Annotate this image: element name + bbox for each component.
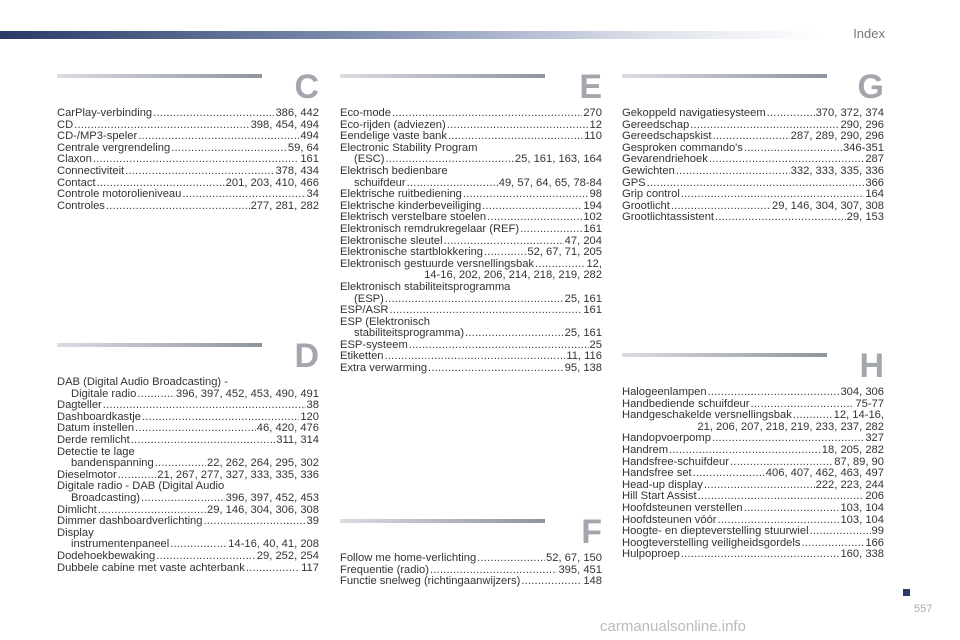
entries-g bbox=[622, 108, 884, 224]
section-letter-c: C bbox=[294, 68, 319, 106]
section-letter-f: F bbox=[581, 513, 602, 551]
index-entry: Hulpoproep ..... 160, 338 bbox=[622, 549, 884, 561]
index-entry: Display bbox=[57, 526, 94, 539]
section-header-h bbox=[622, 349, 884, 385]
header-bar bbox=[0, 31, 820, 39]
index-entry: Dimlicht ..... 29, 146, 304, 306, 308 bbox=[57, 505, 319, 517]
index-entry: Halogeenlampen ..... 304, 306 bbox=[622, 387, 884, 399]
index-entry: Eco-rijden (adviezen) ..... 12 bbox=[340, 120, 602, 132]
index-entry: Handsfree set ..... 406, 407, 462, 463, 497 bbox=[622, 468, 884, 480]
index-entry: CarPlay-verbinding ..... 386, 442 bbox=[57, 108, 319, 120]
index-entry: Contact ..... 201, 203, 410, 466 bbox=[57, 178, 319, 190]
section-h bbox=[622, 349, 884, 561]
index-entry: Detectie te lage bbox=[57, 445, 135, 458]
index-entry: Grootlicht ..... 29, 146, 304, 307, 308 bbox=[622, 201, 884, 213]
index-entry: Elektrisch bedienbare bbox=[340, 164, 448, 177]
index-entry: DAB (Digital Audio Broadcasting) - bbox=[57, 376, 228, 388]
index-entry: (ESP) ..... 25, 161 bbox=[340, 294, 602, 306]
index-entry: GPS ..... 366 bbox=[622, 178, 884, 190]
section-rule bbox=[340, 74, 545, 78]
index-entry: Elektronische startblokkering ..... 52, 67, 71, 205 bbox=[340, 247, 602, 259]
index-entry: Dashboardkastje ..... 120 bbox=[57, 412, 319, 424]
index-entry: Centrale vergrendeling ..... 59, 64 bbox=[57, 143, 319, 155]
section-rule bbox=[340, 519, 545, 523]
index-entry: Follow me home-verlichting ..... 52, 67, 150 bbox=[340, 553, 602, 565]
index-entry: Frequentie (radio) ..... 395, 451 bbox=[340, 565, 602, 577]
section-header-f bbox=[340, 515, 602, 551]
section-e bbox=[340, 70, 602, 375]
section-rule bbox=[57, 343, 262, 347]
index-entry: Head-up display ..... 222, 223, 244 bbox=[622, 480, 884, 492]
index-entry: Dodehoekbewaking ..... 29, 252, 254 bbox=[57, 551, 319, 563]
index-entry: Elektronisch remdrukregelaar (REF) ..... 161 bbox=[340, 224, 602, 236]
index-entry: Elektronische sleutel ..... 47, 204 bbox=[340, 236, 602, 248]
index-entry: Hoofdsteunen vóór ..... 103, 104 bbox=[622, 515, 884, 527]
section-letter-h: H bbox=[859, 347, 884, 385]
index-entry: Extra verwarming ..... 95, 138 bbox=[340, 363, 602, 375]
index-entry: stabiliteitsprogramma) ..... 25, 161 bbox=[340, 328, 602, 340]
index-entry: Eco-mode ..... 270 bbox=[340, 108, 602, 120]
index-entry: Hill Start Assist ..... 206 bbox=[622, 491, 884, 503]
index-entry: Eendelige vaste bank ..... 110 bbox=[340, 131, 602, 143]
entries-d bbox=[57, 377, 319, 574]
index-entry: Digitale radio - DAB (Digital Audio bbox=[57, 480, 225, 493]
index-entry: Hoogteverstelling veiligheidsgordels ..... 166 bbox=[622, 538, 884, 550]
index-entry: ESP-systeem ..... 25 bbox=[340, 340, 602, 352]
index-entry: Elektrisch verstelbare stoelen ..... 102 bbox=[340, 212, 602, 224]
index-entry: 21, 206, 207, 218, 219, 233, 237, 282 bbox=[697, 420, 884, 433]
index-entry: Dieselmotor ..... 21, 267, 277, 327, 333, 335, 336 bbox=[57, 470, 319, 482]
section-letter-d: D bbox=[294, 337, 319, 375]
section-header-g bbox=[622, 70, 884, 106]
index-entry: Elektrische kinderbeveiliging ..... 194 bbox=[340, 201, 602, 213]
entries-e bbox=[340, 108, 602, 375]
index-entry: Etiketten ..... 11, 116 bbox=[340, 351, 602, 363]
index-entry: schuifdeur ..... 49, 57, 64, 65, 78-84 bbox=[340, 178, 602, 190]
index-entry: Gewichten ..... 332, 333, 335, 336 bbox=[622, 166, 884, 178]
index-entry: Elektronisch gestuurde versnellingsbak ..... 12, bbox=[340, 259, 602, 271]
section-g bbox=[622, 70, 884, 224]
index-entry: Broadcasting) ..... 396, 397, 452, 453 bbox=[57, 493, 319, 505]
index-entry: Dubbele cabine met vaste achterbank ..... 117 bbox=[57, 563, 319, 575]
index-entry: Digitale radio ..... 396, 397, 452, 453, 490, 491 bbox=[57, 389, 319, 401]
index-entry: Handgeschakelde versnellingsbak ..... 12, 14-16, bbox=[622, 410, 884, 422]
index-entry: Dagteller ..... 38 bbox=[57, 400, 319, 412]
index-entry: Elektrische ruitbediening ..... 98 bbox=[340, 189, 602, 201]
page-marker bbox=[903, 589, 910, 596]
index-entry: Functie snelweg (richtingaanwijzers) ..... 148 bbox=[340, 576, 602, 588]
section-header-c bbox=[57, 70, 319, 106]
index-entry: Handrem ..... 18, 205, 282 bbox=[622, 445, 884, 457]
index-entry: Handopvoerpomp ..... 327 bbox=[622, 433, 884, 445]
section-letter-e: E bbox=[579, 68, 602, 106]
index-entry: Handsfree-schuifdeur ..... 87, 89, 90 bbox=[622, 457, 884, 469]
index-entry: Grootlichtassistent ..... 29, 153 bbox=[622, 212, 884, 224]
index-entry: Gesproken commando's ..... 346-351 bbox=[622, 143, 884, 155]
index-entry: Connectiviteit ..... 378, 434 bbox=[57, 166, 319, 178]
index-entry: 14-16, 202, 206, 214, 218, 219, 282 bbox=[424, 269, 602, 282]
index-entry: Gereedschapskist ..... 287, 289, 290, 296 bbox=[622, 131, 884, 143]
index-entry: instrumentenpaneel ..... 14-16, 40, 41, 208 bbox=[57, 539, 319, 551]
section-rule bbox=[622, 74, 827, 78]
index-entry: Claxon ..... 161 bbox=[57, 154, 319, 166]
section-header-d bbox=[57, 339, 319, 375]
index-entry: ESP/ASR ..... 161 bbox=[340, 305, 602, 317]
index-entry: Gereedschap ..... 290, 296 bbox=[622, 120, 884, 132]
watermark: carmanualsonline.info bbox=[600, 618, 746, 635]
page-number: 557 bbox=[914, 603, 933, 615]
index-entry: Elektronisch stabiliteitsprogramma bbox=[340, 280, 511, 293]
entries-f bbox=[340, 553, 602, 588]
index-entry: Grip control ..... 164 bbox=[622, 189, 884, 201]
section-c bbox=[57, 70, 319, 212]
section-header-e bbox=[340, 70, 602, 106]
index-entry: CD-/MP3-speler ..... 494 bbox=[57, 131, 319, 143]
index-entry: Dimmer dashboardverlichting ..... 39 bbox=[57, 516, 319, 528]
entries-c bbox=[57, 108, 319, 212]
index-entry: Gekoppeld navigatiesysteem ..... 370, 372, 374 bbox=[622, 108, 884, 120]
index-entry: bandenspanning ..... 22, 262, 264, 295, 302 bbox=[57, 458, 319, 470]
index-entry: Controles ..... 277, 281, 282 bbox=[57, 201, 319, 213]
entries-h bbox=[622, 387, 884, 561]
index-entry: Datum instellen ..... 46, 420, 476 bbox=[57, 423, 319, 435]
index-entry: ESP (Elektronisch bbox=[340, 315, 430, 328]
index-entry: Electronic Stability Program bbox=[340, 141, 478, 154]
header-label: Index bbox=[853, 26, 885, 41]
index-entry: Handbediende schuifdeur ..... 75-77 bbox=[622, 399, 884, 411]
index-entry: (ESC) ..... 25, 161, 163, 164 bbox=[340, 154, 602, 166]
index-entry: Hoogte- en diepteverstelling stuurwiel ..... 99 bbox=[622, 526, 884, 538]
index-entry: CD ..... 398, 454, 494 bbox=[57, 120, 319, 132]
section-f bbox=[340, 515, 602, 588]
section-rule bbox=[57, 74, 262, 78]
index-entry: Controle motorolieniveau ..... 34 bbox=[57, 189, 319, 201]
index-entry: Derde remlicht ..... 311, 314 bbox=[57, 435, 319, 447]
index-entry: Gevarendriehoek ..... 287 bbox=[622, 154, 884, 166]
section-letter-g: G bbox=[857, 68, 884, 106]
index-entry: Hoofdsteunen verstellen ..... 103, 104 bbox=[622, 503, 884, 515]
section-rule bbox=[622, 353, 827, 357]
section-d bbox=[57, 339, 319, 574]
